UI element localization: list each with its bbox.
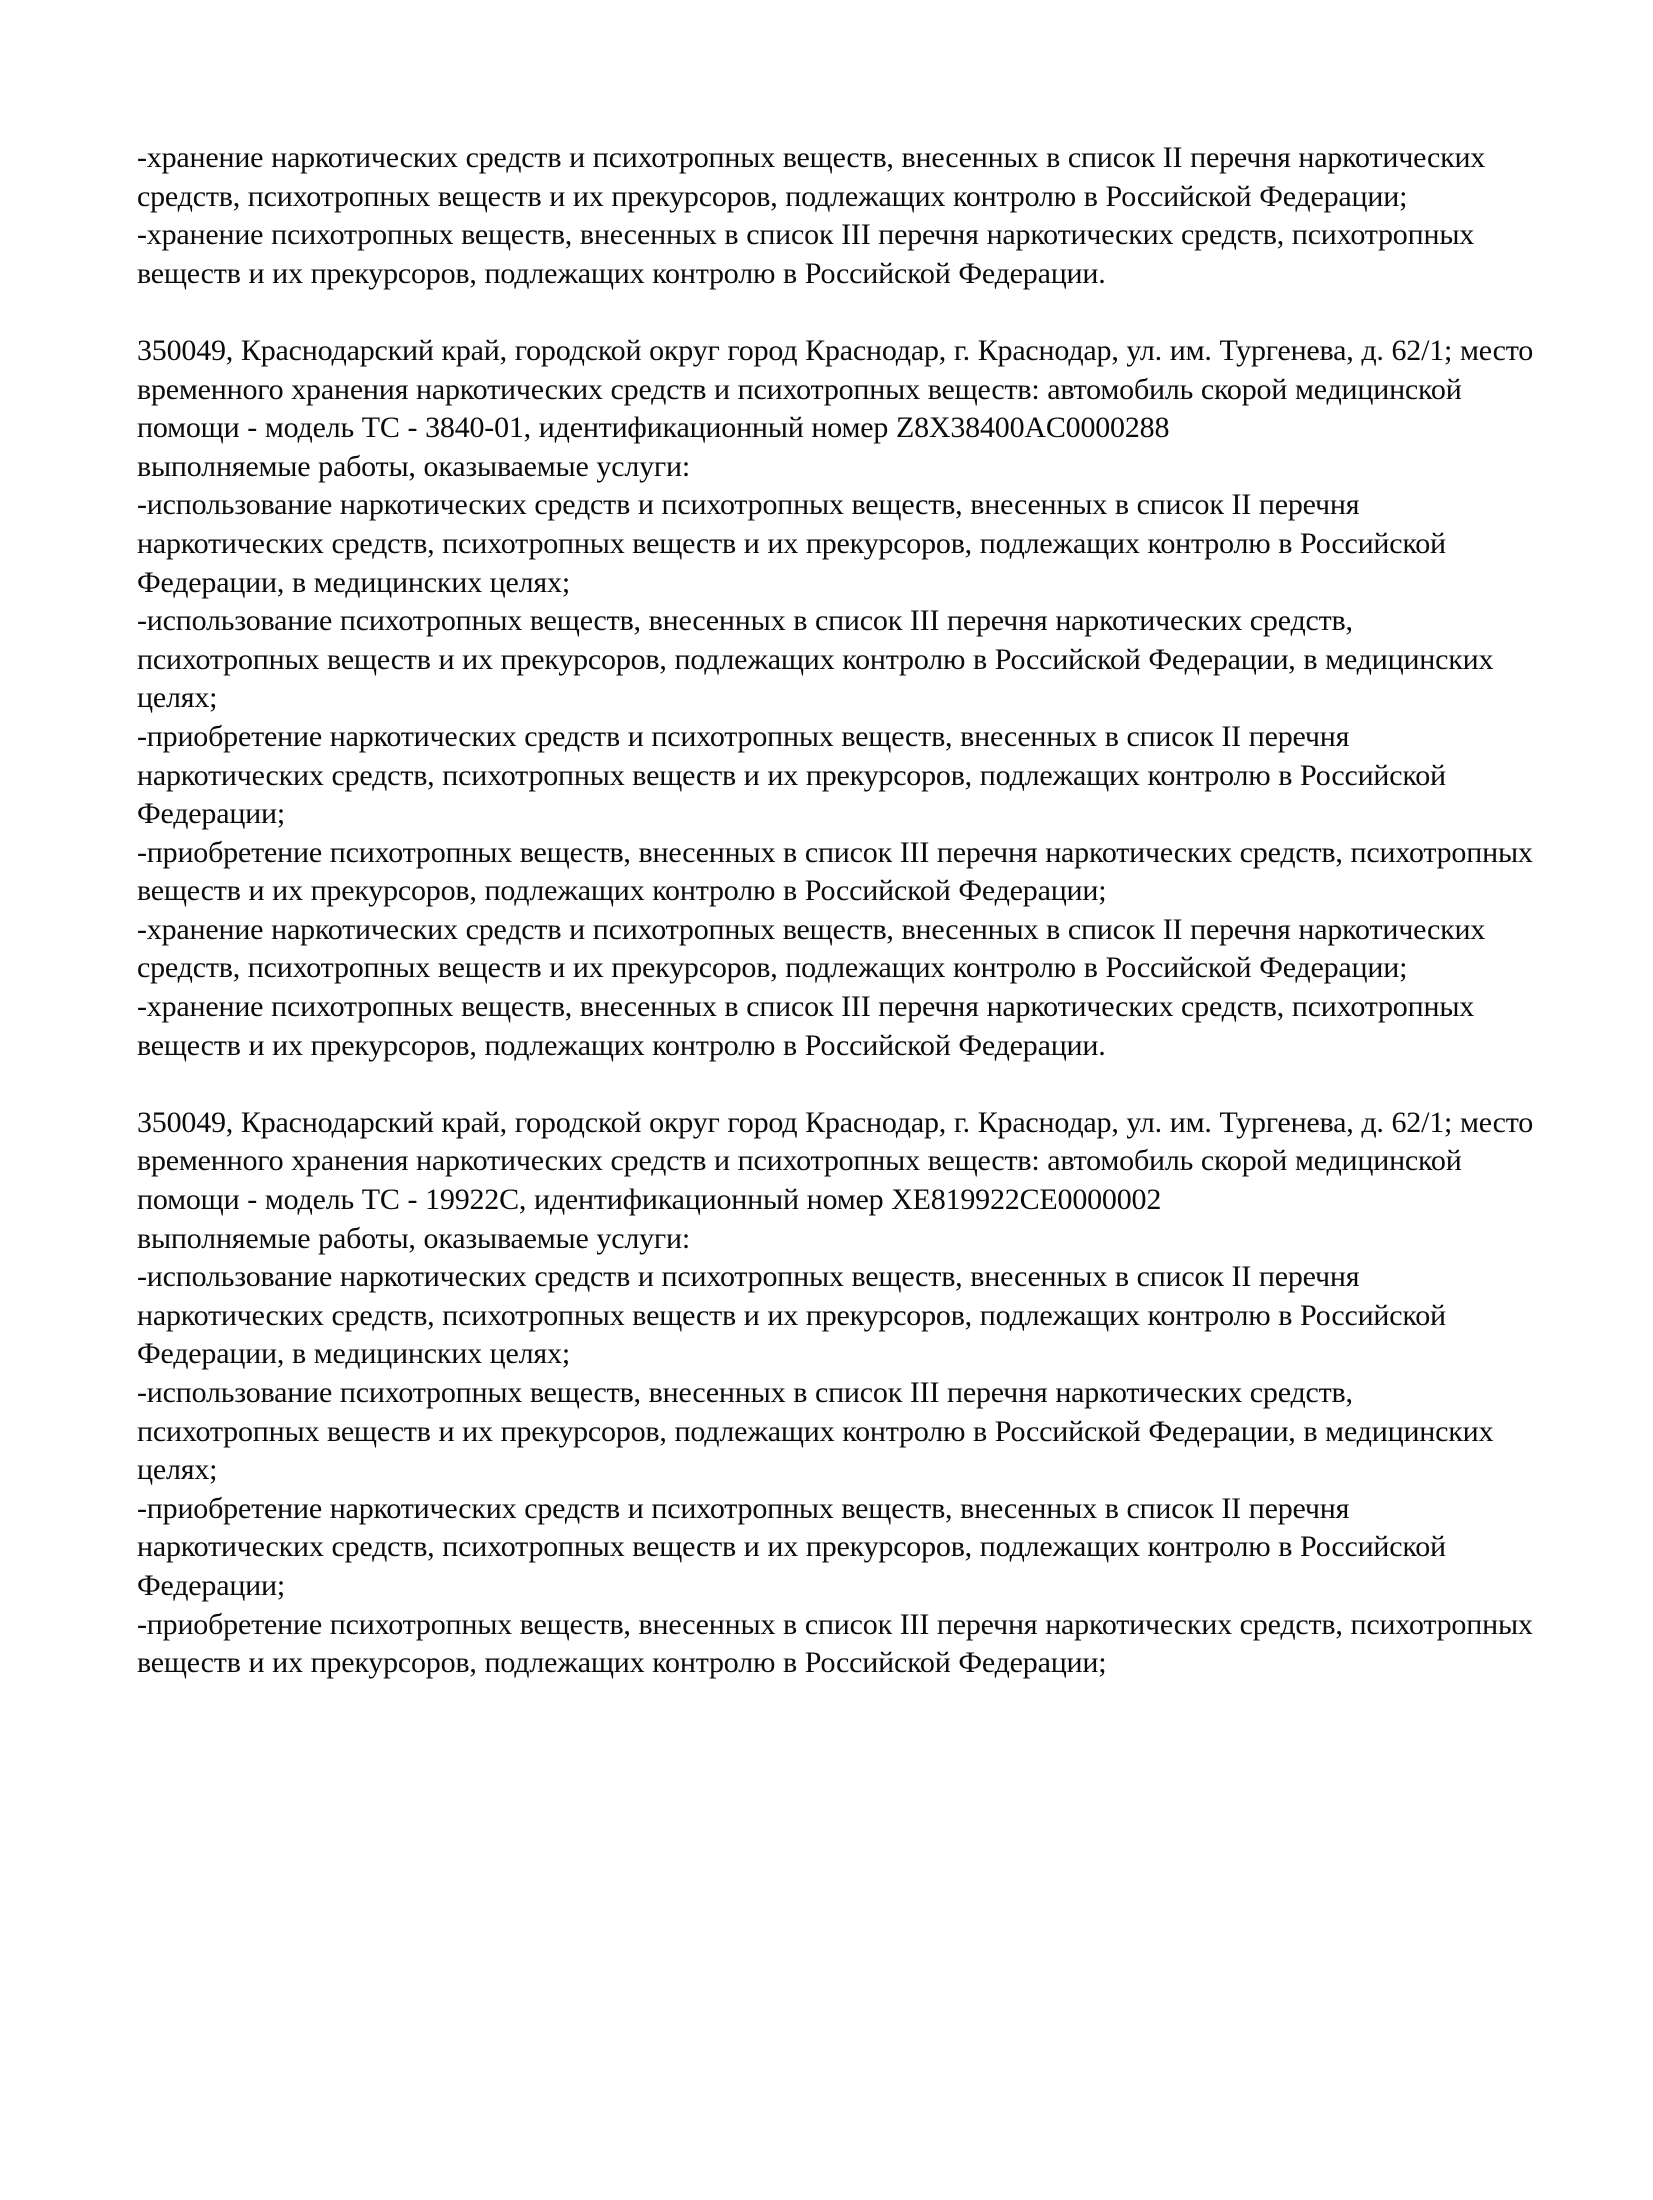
license-text-block	[137, 139, 1537, 1683]
activity-item: -использование психотропных веществ, внесенных в список III перечня наркотических средств, психотропных веществ и их прекурсоров, подлежащих контролю в Российской Федерации, в медицинских целях;	[137, 604, 1494, 715]
activity-item: -хранение наркотических средств и психотропных веществ, внесенных в список II перечня наркотических средств, психотропных веществ и их прекурсоров, подлежащих контролю в Российской Федерации;	[137, 912, 1486, 985]
facility-section-2	[137, 1104, 1537, 1683]
facility-address: 350049, Краснодарский край, городской округ город Краснодар, г. Краснодар, ул. им. Тургенева, д. 62/1; место временного хранения наркотических средств и психотропных веществ: автомобиль скорой медицинской помощи - модель ТС - 19922С, идентификационный номер XE819922CE0000002	[137, 1105, 1534, 1217]
activity-item: -приобретение наркотических средств и психотропных веществ, внесенных в список II перечня наркотических средств, психотропных веществ и их прекурсоров, подлежащих контролю в Российской Федерации;	[137, 719, 1446, 831]
facility-address: 350049, Краснодарский край, городской округ город Краснодар, г. Краснодар, ул. им. Тургенева, д. 62/1; место временного хранения наркотических средств и психотропных веществ: автомобиль скорой медицинской помощи - модель ТС - 3840-01, идентификационный номер Z8X38400AC0000288	[137, 333, 1534, 445]
activity-item: -хранение психотропных веществ, внесенных в список III перечня наркотических средств, психотропных веществ и их прекурсоров, подлежащих контролю в Российской Федерации.	[137, 218, 1475, 290]
blank-line	[137, 1065, 1537, 1104]
activity-item: -хранение наркотических средств и психотропных веществ, внесенных в список II перечня наркотических средств, психотропных веществ и их прекурсоров, подлежащих контролю в Российской Федерации;	[137, 141, 1486, 213]
activity-item: -хранение психотропных веществ, внесенных в список III перечня наркотических средств, психотропных веществ и их прекурсоров, подлежащих контролю в Российской Федерации.	[137, 990, 1475, 1062]
activity-item: -использование наркотических средств и психотропных веществ, внесенных в список II перечня наркотических средств, психотропных веществ и их прекурсоров, подлежащих контролю в Российской Федерации, в медицинских целях;	[137, 488, 1446, 599]
facility-section-1	[137, 332, 1537, 1065]
activity-item: -использование наркотических средств и психотропных веществ, внесенных в список II перечня наркотических средств, психотропных веществ и их прекурсоров, подлежащих контролю в Российской Федерации, в медицинских целях;	[137, 1260, 1446, 1371]
activity-item: -приобретение наркотических средств и психотропных веществ, внесенных в список II перечня наркотических средств, психотропных веществ и их прекурсоров, подлежащих контролю в Российской Федерации;	[137, 1491, 1446, 1602]
works-label: выполняемые работы, оказываемые услуги:	[137, 1221, 691, 1255]
works-label: выполняемые работы, оказываемые услуги:	[137, 449, 691, 483]
activity-item: -использование психотропных веществ, внесенных в список III перечня наркотических средств, психотропных веществ и их прекурсоров, подлежащих контролю в Российской Федерации, в медицинских целях;	[137, 1376, 1494, 1487]
activity-item: -приобретение психотропных веществ, внесенных в список III перечня наркотических средств, психотропных веществ и их прекурсоров, подлежащих контролю в Российской Федерации;	[137, 835, 1533, 908]
activity-item: -приобретение психотропных веществ, внесенных в список III перечня наркотических средств, психотропных веществ и их прекурсоров, подлежащих контролю в Российской Федерации;	[137, 1607, 1533, 1680]
blank-line	[137, 293, 1537, 332]
